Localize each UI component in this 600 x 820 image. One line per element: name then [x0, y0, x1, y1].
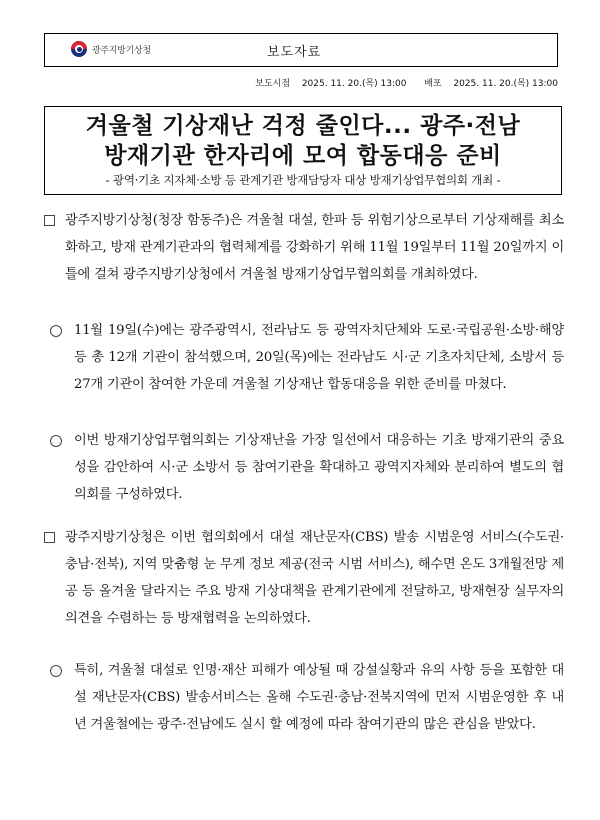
paragraph-text: 이번 방재기상업무협의회는 기상재난을 가장 일선에서 대응하는 기초 방재기관의 중요성을 감안하여 시·군 소방서 등 참여기관을 확대하고 광역지자체와 분리하여 별도의 협의회를 구성하였다.: [74, 433, 564, 502]
paragraph-4: [44, 524, 564, 632]
square-bullet-icon: [44, 524, 58, 553]
release-time: 2025. 11. 20.(목) 13:00: [301, 79, 407, 89]
square-bullet-icon: [44, 207, 58, 236]
header-box: [44, 33, 558, 67]
agency-logo: [71, 41, 151, 57]
circle-bullet-icon: [50, 427, 64, 457]
release-dates: [222, 76, 558, 89]
headline-box: [44, 106, 562, 195]
paragraph-1: [44, 207, 564, 288]
circle-bullet-icon: [50, 317, 64, 347]
doc-type-label: 보도자료: [267, 45, 322, 60]
paragraph-3: [50, 427, 564, 508]
subtitle: - 광역·기초 지자체·소방 등 관계기관 방재담당자 대상 방재기상업무협의회 개최 -: [105, 173, 501, 187]
paragraph-text: 11월 19일(수)에는 광주광역시, 전라남도 등 광역자치단체와 도로·국립공원·소방·해양 등 총 12개 기관이 참석했으며, 20일(목)에는 전라남도 시·군 기초자치단체, 소방서 등 27개 기관이 참여한 가운데 겨울철 기상재난 합동대응을 위한 준비를 마쳤다.: [74, 323, 564, 392]
paragraph-5: [50, 657, 564, 738]
circle-bullet-icon: [50, 657, 64, 687]
paragraph-2: [50, 317, 564, 398]
paragraph-text: 광주지방기상청(청장 함동주)은 겨울철 대설, 한파 등 위험기상으로부터 기상재해를 최소화하고, 방재 관계기관과의 협력체계를 강화하기 위해 11월 19일부터 11월 20일까지 이틀에 걸쳐 광주지방기상청에서 겨울철 방재기상업무협의회를 개최하였다.: [65, 213, 564, 282]
taegeuk-logo-icon: [71, 41, 87, 57]
headline-line-1: 겨울철 기상재난 걱정 줄인다... 광주·전남: [85, 113, 521, 139]
release-label: 보도시점: [255, 79, 291, 89]
distribution-time: 2025. 11. 20.(목) 13:00: [453, 79, 558, 89]
paragraph-text: 광주지방기상청은 이번 협의회에서 대설 재난문자(CBS) 발송 시범운영 서비스(수도권·충남·전북), 지역 맞춤형 눈 무게 정보 제공(전국 시범 서비스), 해수면 온도 3개월전망 제공 등 올겨울 달라지는 주요 방재 기상대책을 관계기관에게 전달하고, 방재현장 실무자의 의견을 수렴하는 등 방재협력을 논의하였다.: [65, 530, 564, 626]
agency-name: 광주지방기상청: [92, 45, 151, 56]
distribution-label: 배포: [424, 79, 442, 89]
paragraph-text: 특히, 겨울철 대설로 인명·재산 피해가 예상될 때 강설실황과 유의 사항 등을 포함한 대설 재난문자(CBS) 발송서비스는 올해 수도권·충남·전북지역에 먼저 시범운영한 후 내년 겨울철에는 광주·전남에도 실시 할 예정에 따라 참여기관의 많은 관심을 받았다.: [74, 663, 564, 732]
headline-line-2: 방재기관 한자리에 모여 합동대응 준비: [104, 143, 502, 169]
